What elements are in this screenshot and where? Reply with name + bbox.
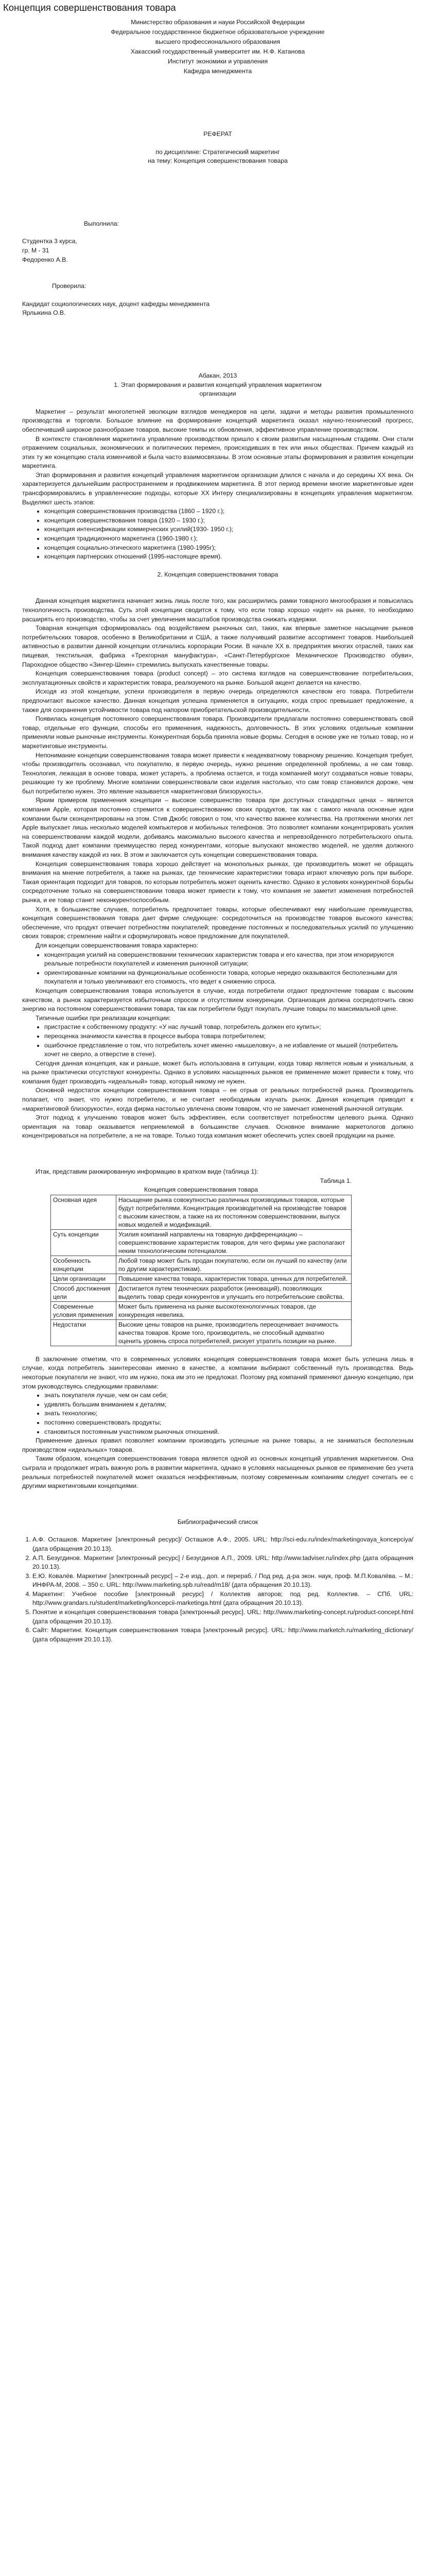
header-line: Хакасский государственный университет им. Н.Ф. Катанова (130, 48, 305, 55)
reference-item: 3. Е.Ю. Ковалёв. Маркетинг [электронный ресурс] – 2-е изд., доп. и перераб. / Под ред. д-ра экон. наук, проф. М.П.Ковалёва. – М.: ИНФРА-М, 2008. – 350 с. URL: http://www.marketing.spb.ru/read/m18/ (дата обращения 20.10.13). (32, 1572, 413, 1590)
list-item: • ошибочное представление о том, что потребитель хочет именно «мышеловку», а не избавление от мышей (потребитель хочет не сверло, а отверстие в стене). (44, 1041, 413, 1059)
topic-line: на тему: Концепция совершенствования товара (148, 157, 288, 165)
table-row (51, 1319, 352, 1346)
header-line: Министерство образования и науки Российской Федерации (131, 19, 305, 26)
paragraph: Этот подход к улучшению товаров может быть эффективен, если соответствует потребностям целевого рынка. Однако ориентация на товар оказывается неприемлемой в большинстве случаев. Основное внимание маркетологов должно концентрироваться на потребителе, а не на товаре. Только тогда компания может обеспечить успех своей продукции на рынке. (22, 1114, 413, 1140)
table-cell: Любой товар может быть продан покупателю, если он лучший по качеству (или по другим характеристикам). (116, 1256, 352, 1274)
table-cell: Повышение качества товара, характеристик товара, ценных для потребителей. (116, 1274, 352, 1283)
student-line: гр. М - 31 (22, 246, 49, 254)
list-item: • переоценка значимости качества в процессе выбора товара потребителем; (44, 1032, 413, 1041)
reference-item: 4. Маркетинг: Учебное пособие [электронный ресурс] / Коллектив авторов; под ред. Коллектив. – СПб. URL: http://www.grandars.ru/student/marketing/koncepcii-marketinga.html (дата обращения 20.10.13). (32, 1590, 413, 1608)
paragraph: Концепция совершенствования товара хорошо действует на монопольных рынках, где производитель может не обращать внимания на мнение потребителя, а также на рынках, где технические характеристики товара играют ключевую роль при выборе. Такая ориентация подходит для товаров, по которым потребитель может оценить качество. Однако в условиях конкурентной борьбы сосредоточение только на совершенствовании товара может привести к тому, что компания не заметит изменения потребностей рынка, и ее товар станет неконкурентоспособным. (22, 860, 413, 904)
header-line: Федеральное государственное бюджетное образовательное учреждение (111, 28, 325, 36)
checked-by-label: Проверила: (52, 282, 86, 290)
table-cell: Может быть применена на рынке высокотехнологичных товаров, где конкуренция невелика. (116, 1301, 352, 1319)
list-item: • концепция совершенствования производства (1860 – 1920 г.); (44, 507, 413, 516)
table-row (51, 1256, 352, 1274)
header-line: Институт экономики и управления (167, 58, 268, 65)
paragraph: Хотя, в большинстве случаев, потребитель предпочитает товары, которые обеспечивают ему наибольшие преимущества, концепция совершенствования товара дает фирме следующее: сосредоточиться на производстве товаров высокого качества; обеспечение, что продукт отвечает потребностям покупателей; проведение постоянных и последовательных усилий по улучшению своих товаров; стремление найти и сформулировать новое предложение для покупателей. (22, 905, 413, 940)
table-intro: Итак, представим ранжированную информацию в кратком виде (таблица 1): (36, 1168, 258, 1176)
list-item: • знать технологию; (44, 1409, 413, 1418)
paragraph: Для концепции совершенствования товара характерно: (36, 941, 199, 949)
list-item: • становиться постоянным участником рыночных отношений. (44, 1428, 413, 1437)
document-body (22, 18, 413, 1644)
header-line: Кафедра менеджмента (183, 67, 252, 75)
table-cell: Усилия компаний направлены на товарную дифференциацию – совершенствование характеристик товаров, для чего фирмы уже располагают неким технологическим потенциалом. (116, 1229, 352, 1256)
paragraph: Исходя из этой концепции, успехи производителя в первую очередь определяются качеством его товара. Потребители предпочитают высокое качество. Данная концепция успешна применяется в ситуациях, когда спрос превышает предложение, а также для сохранения устойчивости товара под напором приобретательской производительности. (22, 688, 413, 714)
concept-table-block (50, 1177, 352, 1346)
errors-list (35, 1023, 413, 1059)
section-heading: организации (199, 390, 236, 398)
list-item: • ориентированные компании на функциональные особенности товара, которые нередко оказываются бесполезными для покупателя и только увеличивают его стоимость, что ведет к снижению спроса. (44, 969, 413, 987)
student-line: Федоренко А.В. (22, 256, 68, 263)
table-cell: Недостатки (51, 1319, 116, 1346)
table-cell: Суть концепции (51, 1229, 116, 1256)
checker-line: Кандидат социологических наук, доцент кафедры менеджмента (22, 300, 210, 308)
table-cell: Высокие цены товаров на рынке, производитель переоценивает значимость качества товаров. Кроме того, производитель, не способный адекватно оценить уровень спроса потребителей, рискует утратить позиции на рынке. (116, 1319, 352, 1346)
section-heading: 1. Этап формирования и развития концепций управления маркетингом (114, 381, 322, 388)
paragraph: Маркетинг – результат многолетней эволюции взглядов менеджеров на цели, задачи и методы развития промышленного производства и торговли. Большое влияние на формирование концепций маркетинга оказал научно-технический прогресс, обеспечивший широкое разнообразие товаров, высокие темпы их обновления, эффективное управление производством. (22, 408, 413, 433)
table-cell: Достигается путем технических разработок (инноваций), позволяющих выделить товар среди конкурентов и улучшить его потребительские свойства. (116, 1283, 352, 1301)
paragraph: Непонимание концепции совершенствования товара может привести к неадекватному товарному решению. Концепция требует, чтобы производитель осознавал, что покупателю, в первую очередь, нужно решение определенной проблемы, а не сам товар. Технология, лежащая в основе товара, может устареть, а проблема остается, и тогда компанией могут создаваться новые товары, решающие ту же проблему. Многие компании совершенствовали свои изделия настолько, что сам товар становился дороже, чем был потребителю нужен. Это явление называется «маркетинговая близорукость». (22, 751, 413, 795)
reference-item: 5. Понятие и концепция совершенствования товара [электронный ресурс]. URL: http://www.marketing-concept.ru/product-concept.html (дата обращения 20.10.13). (32, 1608, 413, 1626)
table-cell: Цели организации (51, 1274, 116, 1283)
paragraph: Концепция совершенствования товара (product concept) – это система взглядов на совершенствование потребительских, эксплуатационных свойств и характеристик товара, реализуемого на рынке. Большой акцент делается на качество. (22, 670, 413, 686)
table-cell: Современные условия применения (51, 1301, 116, 1319)
reference-item: 1. А.Ф. Осташков. Маркетинг [электронный ресурс]/ Осташков А.Ф., 2005. URL: http://sci-edu.ru/index/marketingovaya_koncepciya/ (дата обращения 20.10.13). (32, 1535, 413, 1553)
list-item: • знать покупателя лучше, чем он сам себя; (44, 1391, 413, 1400)
stages-list (35, 507, 413, 562)
paragraph: Основной недостаток концепции совершенствования товара – ее отрыв от реальных потребностей рынка. Производитель полагает, что знает, что нужно потребителю, и не считает необходимым изучать рынок. Данная концепция приводит к «маркетинговой близорукости», когда фирма настолько увлечена своим товаром, что не замечает изменений рыночной ситуации. (22, 1087, 413, 1112)
list-item: • концентрация усилий на совершенствовании технических характеристик товара и его качества, при этом игнорируются реальные потребности покупателей и изменения рыночной ситуации; (44, 951, 413, 969)
table-cell: Основная идея (51, 1195, 116, 1229)
table-cell: Особенность концепции (51, 1256, 116, 1274)
paragraph: Этап формирования и развития концепций управления маркетингом организации длился с начала и до середины XX века. Он характеризуется дальнейшим распространением и продвижением маркетинга. В этот период времени многие маркетинговые идеи трансформировались в управленческие подходы, которые XX Интеру специализированы в концепциях управления маркетингом. Выделяют шесть этапов: (22, 471, 413, 506)
ministry-header (22, 18, 413, 76)
reference-item: 6. Сайт: Маркетинг. Концепция совершенствования товара [электронный ресурс]. URL: http://www.marketch.ru/marketing_dictionary/ (дата обращения 20.10.13). (32, 1626, 413, 1644)
table-row (51, 1195, 352, 1229)
features-list (35, 951, 413, 987)
paragraph: Сегодня данная концепция, как и раньше, может быть использована в ситуации, когда товар является новым и уникальным, а на рынке практически отсутствуют конкуренты. Однако в условиях насыщенных рынков ее применение может привести к тому, что компания будет производить «идеальный» товар, который никому не нужен. (22, 1059, 413, 1085)
table-row (51, 1274, 352, 1283)
concept-table (50, 1195, 352, 1346)
list-item: • пристрастие к собственному продукту: «У нас лучший товар, потребитель должен его купить»; (44, 1023, 413, 1032)
paragraph: Товарная концепция сформировалась под воздействием рыночных сил, таких, как впервые заметное насыщение рынков потребительских товаров, особенно в Великобритании и США, а также получивший развитие ассортимент товаров. Наибольшей активностью в развитии данной концепции отличались корпорации Росии. В начале XX в. предприятия многих отраслей, таких как пищевая, текстильная, фабрика «Трехгорная мануфактура», «Санкт-Петербургское Механическое Производство обуви», Пароходное общество «Зингер-Шеин» стремились выпускать качественные товары. (22, 624, 413, 668)
paragraph: Таким образом, концепция совершенствования товара является одной из основных концепций управления маркетингом. Она сыграла и продолжает играть важную роль в развитии маркетинга, однако в условиях насыщенных рынков ее применение без учета реальных потребностей покупателей может оказаться неэффективным, поэтому современным компаниям следует сочетать ее с другими маркетинговыми концепциями. (22, 1455, 413, 1490)
paragraph: Данная концепция маркетинга начинает жизнь лишь после того, как расширились рамки товарного многообразия и повысилась технологичность производства. Суть этой концепции сводится к тому, что если товар хорошо «идет» на рынке, то необходимо расширять его производство, чтобы за счет увеличения масштабов производства снижать издержки. (22, 597, 413, 623)
list-item: • концепция совершенствования товара (1920 – 1930 г.); (44, 516, 413, 526)
table-caption: Таблица 1. (320, 1177, 352, 1184)
checker-line: Ярлыкина О.В. (22, 309, 66, 317)
discipline-line: по дисциплине: Стратегический маркетинг (155, 148, 280, 156)
list-item: • концепция интенсификации коммерческих усилий(1930- 1950 г.); (44, 525, 413, 534)
paragraph: Ярким примером применения концепции – высокое совершенство товара при доступных стандартных ценах – является компания Apple, которая постоянно стремится к совершенствованию своих продуктов, так как с самого начала основные идеи компании были сконцентрированы на этом. Стив Джобс говорил о том, что качество важнее количества. На протяжении многих лет Apple выпускает лишь несколько моделей компьютеров и мобильных телефонов. Это позволяет компании концентрировать усилия на совершенствовании каждой модели, добиваясь максимально высокого качества и непревзойденного потребительского опыта. Такой подход дает компании преимущество перед конкурентами, которые выпускают множество моделей, не уделяя должного внимания качеству каждой из них. В этом и заключается суть концепции совершенствования товара. (22, 796, 413, 859)
paragraph: В контексте становления маркетинга управление производством пришло к своим развитым насыщенным стадиям. Они стали отражением социальных, экономических и политических перемен, происходивших в тех или иных обществах. Причем каждый из этих ту же концепцию стала изменчивой и была часто взаимосвязаны. В этом основные этапы формирования и развития концепции маркетинга. (22, 435, 413, 470)
page-title: Концепция совершенствования товара (3, 2, 176, 13)
bibliography-heading: Библиографический список (177, 1518, 258, 1526)
table-title: Концепция совершенствования товара (144, 1186, 258, 1194)
document-type: РЕФЕРАТ (203, 130, 232, 138)
header-line: высшего профессионального образования (155, 38, 281, 45)
list-item: • постоянно совершенствовать продукты; (44, 1418, 413, 1428)
table-cell: Насыщение рынка совокупностью различных производимых товаров, которые будут потребителями. Концентрация производителей на производстве товаров с высоким качеством, а также на их постоянном совершенствовании, выпуск новых моделей и модификаций. (116, 1195, 352, 1229)
student-line: Студентка 3 курса, (22, 238, 77, 245)
city-year: Абакан, 2013 (198, 371, 237, 379)
paragraph: Концепция совершенствования товара используется в случае, когда потребители отдают предпочтение товарам с высоким качеством, а рынок характеризуется избыточным спросом и отсутствием конкуренции. Организация должна сосредоточить свою энергию на постоянном совершенствовании товара, так как потребители будут покупать лучшие товары по максимальной цене. (22, 987, 413, 1013)
section-heading: 2. Концепция совершенствования товара (157, 570, 278, 578)
list-item: • концепция социально-этического маркетинга (1980-1995г); (44, 544, 413, 553)
table-row (51, 1283, 352, 1301)
bibliography-list (22, 1535, 413, 1644)
list-item: • концепция партнерских отношений (1995-настоящее время). (44, 552, 413, 562)
list-item: • удивлять большим вниманием к деталям; (44, 1400, 413, 1410)
list-item: • концепция традиционного маркетинга (1960-1980 г.); (44, 534, 413, 544)
paragraph: В заключение отметим, что в современных условиях концепция совершенствования товара может быть успешна лишь в случае, когда потребитель заинтересован именно в качестве, а компании выбирают собственный путь производства. Ведь некоторые покупатели не знают, что им нужно, пока им это не предложат. Поэтому ряд компаний применяют данную концепцию, при этом руководствуясь следующими правилами: (22, 1355, 413, 1390)
rules-list (35, 1391, 413, 1436)
reference-item: 2. А.П. Безугдинов. Маркетинг [электронный ресурс] / Безугдинов А.П., 2009. URL: http://www.tadviser.ru/index.php (дата обращения 20.10.13). (32, 1554, 413, 1572)
paragraph: Типичные ошибки при реализации концепции: (36, 1014, 171, 1022)
table-row (51, 1229, 352, 1256)
table-cell: Способ достижения цели (51, 1283, 116, 1301)
executed-by-label: Выполнила: (84, 219, 119, 227)
paragraph: Применение данных правил позволяет компании производить успешные на рынке товары, а не заниматься бесполезным производством «идеальных» товаров. (22, 1437, 413, 1453)
table-row (51, 1301, 352, 1319)
paragraph: Появилась концепция постоянного совершенствования товара. Производители предлагали постоянно совершенствовать свой товар, отдельные его функции, способы его применения, надежность, долговечность. В этих условиях отдельные компании применяли новые рыночные инструменты. Конкурентная борьба приняла новые формы. Сегодня в основе уже не только товар, но и маркетинговые инструменты. (22, 715, 413, 750)
